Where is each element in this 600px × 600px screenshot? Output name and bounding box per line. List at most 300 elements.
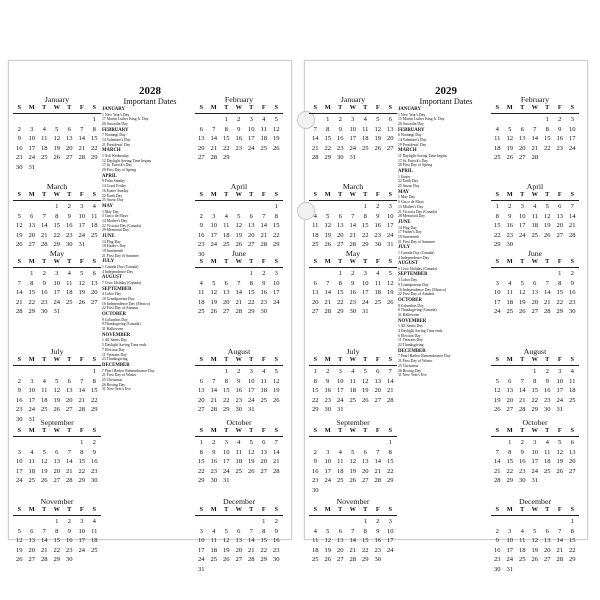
important-date-entry: 8 Columbus Day	[398, 303, 424, 308]
day-cell: 3	[17, 448, 21, 456]
important-date-entry: 9 Thanksgiving (Canada)	[102, 322, 141, 327]
day-cell: 25	[349, 396, 357, 404]
day-cell: 18	[568, 387, 576, 395]
day-cell: 17	[78, 222, 86, 230]
day-cell: 8	[30, 279, 34, 287]
day-cell: 23	[493, 556, 501, 564]
weekday-label: T	[42, 427, 47, 434]
weekday-label: F	[261, 427, 266, 434]
day-cell: 4	[92, 518, 96, 525]
day-cell: 22	[361, 546, 369, 554]
day-cell: 4	[545, 439, 549, 446]
weekday-label: T	[249, 104, 254, 111]
day-cell: 7	[212, 125, 216, 133]
day-cell: 8	[249, 279, 253, 287]
weekday-label: W	[531, 104, 538, 111]
day-cell: 5	[520, 279, 524, 287]
weekday-label: W	[349, 506, 356, 513]
day-cell	[233, 269, 246, 279]
day-cell: 21	[272, 458, 280, 466]
day-cell: 12	[78, 279, 86, 287]
day-cell: 1	[570, 518, 574, 525]
day-cell: 23	[506, 231, 514, 239]
weekday-label: S	[495, 191, 499, 198]
day-cell: 29	[336, 308, 344, 316]
day-cell: 4	[262, 116, 266, 123]
year-heading: 2029	[435, 85, 457, 97]
day-cell: 18	[311, 546, 319, 554]
day-cell: 5	[274, 116, 278, 123]
day-cell: 27	[556, 231, 564, 239]
day-cell: 17	[386, 222, 394, 230]
important-dates-month: MAY	[398, 189, 410, 195]
day-cell: 28	[235, 308, 243, 316]
month-name: January	[44, 95, 70, 104]
weekday-label: S	[17, 258, 21, 265]
day-cell: 30	[543, 406, 551, 414]
month-name: March	[46, 182, 68, 191]
day-cell: 8	[92, 377, 96, 385]
day-cell: 4	[42, 125, 46, 133]
day-cell: 25	[210, 556, 218, 564]
day-cell: 1	[55, 518, 59, 525]
important-date-entry: 5 Cinco de Mayo	[102, 214, 129, 219]
important-dates-month: OCTOBER	[102, 311, 126, 317]
day-cell	[491, 438, 504, 448]
day-cell: 15	[336, 289, 344, 297]
day-cell	[208, 517, 221, 527]
day-cell: 24	[247, 396, 255, 404]
weekday-label: T	[545, 258, 550, 265]
month-block	[195, 249, 283, 317]
day-cell: 23	[324, 396, 332, 404]
day-cell: 16	[556, 135, 564, 143]
day-cell	[491, 367, 504, 377]
day-cell: 19	[324, 546, 332, 554]
weekday-label: T	[42, 191, 47, 198]
day-cell: 9	[338, 125, 342, 133]
day-cell: 6	[262, 439, 266, 446]
day-cell: 29	[361, 241, 369, 249]
important-date-entry: 29 Memorial Day	[102, 228, 129, 233]
day-cell	[322, 202, 335, 212]
important-date-entry: 3 Labor Day	[398, 278, 418, 283]
header-rule	[491, 365, 579, 366]
day-cell: 7	[351, 527, 355, 535]
day-cell	[38, 115, 51, 125]
day-cell: 29	[506, 477, 514, 485]
day-cell: 6	[55, 448, 59, 456]
weekday-label: M	[210, 191, 217, 198]
day-cell: 25	[531, 231, 539, 239]
weekday-label: F	[261, 258, 266, 265]
day-cell: 26	[15, 241, 23, 249]
important-date-entry: 16 Independence Day (Mexico)	[102, 301, 151, 306]
day-cell: 28	[386, 396, 394, 404]
important-dates-month: JANUARY	[102, 106, 126, 112]
day-cell	[195, 202, 208, 212]
day-cell: 13	[311, 289, 319, 297]
day-cell: 13	[247, 222, 255, 230]
day-cell: 18	[518, 546, 526, 554]
weekday-label: T	[249, 356, 254, 363]
day-cell: 7	[545, 279, 549, 287]
day-cell: 9	[274, 527, 278, 535]
weekday-label: S	[199, 191, 203, 198]
day-cell: 24	[210, 241, 218, 249]
day-cell: 20	[311, 298, 319, 306]
day-cell: 29	[53, 556, 61, 564]
day-cell: 30	[235, 406, 243, 414]
day-cell: 29	[53, 241, 61, 249]
important-date-entry: 6 Civic Holiday (Canada)	[398, 266, 438, 271]
day-cell: 28	[40, 241, 48, 249]
day-cell: 12	[386, 279, 394, 287]
day-cell: 22	[324, 144, 332, 152]
day-cell	[63, 115, 76, 125]
day-cell	[26, 438, 39, 448]
weekday-label: S	[274, 506, 278, 513]
weekday-label: M	[324, 427, 331, 434]
day-cell: 31	[28, 415, 36, 423]
day-cell	[347, 438, 360, 448]
day-cell	[309, 517, 322, 527]
day-cell: 9	[237, 125, 241, 133]
weekday-label: W	[531, 258, 538, 265]
day-cell: 25	[518, 556, 526, 564]
day-cell: 30	[15, 415, 23, 423]
day-cell: 20	[28, 231, 36, 239]
day-cell: 24	[222, 467, 230, 475]
weekday-label: T	[545, 356, 550, 363]
weekday-label: M	[28, 191, 35, 198]
important-dates-month: JUNE	[398, 219, 411, 225]
day-cell: 24	[556, 396, 564, 404]
important-dates-month: NOVEMBER	[398, 318, 427, 324]
day-cell: 23	[543, 396, 551, 404]
weekday-label: S	[388, 258, 392, 265]
weekday-label: W	[53, 506, 60, 513]
day-cell: 8	[545, 125, 549, 133]
day-cell	[38, 367, 51, 377]
day-cell: 11	[349, 377, 356, 385]
day-cell: 26	[53, 406, 61, 414]
day-cell: 5	[80, 270, 84, 277]
day-cell	[208, 367, 221, 377]
day-cell: 15	[556, 289, 564, 297]
day-cell: 4	[520, 527, 524, 535]
important-date-entry: 5 Daylight Saving Time ends	[102, 343, 147, 348]
important-dates-month: AUGUST	[102, 275, 122, 281]
day-cell: 12	[324, 537, 332, 545]
weekday-label: T	[249, 427, 254, 434]
day-cell: 3	[224, 439, 228, 446]
day-cell	[76, 367, 89, 377]
weekday-label: F	[79, 104, 84, 111]
day-cell: 2	[17, 377, 21, 385]
day-cell: 13	[65, 135, 73, 143]
day-cell	[195, 517, 208, 527]
weekday-header	[491, 356, 579, 364]
important-date-entry: 21 First Day of Winter	[102, 373, 137, 378]
day-cell	[195, 269, 208, 279]
weekday-label: S	[313, 191, 317, 198]
day-cell	[208, 202, 221, 212]
day-cell: 31	[556, 406, 564, 414]
weekday-label: S	[92, 427, 96, 434]
month-name: June	[527, 249, 543, 258]
day-cell: 27	[53, 477, 61, 485]
day-cell: 22	[386, 467, 394, 475]
weekday-label: T	[42, 104, 47, 111]
weekday-label: S	[17, 427, 21, 434]
day-cell: 13	[197, 135, 205, 143]
day-cell: 16	[210, 458, 218, 466]
day-cell: 1	[533, 368, 537, 375]
weekday-label: F	[557, 104, 562, 111]
day-cell: 29	[568, 556, 576, 564]
day-cell	[347, 202, 360, 212]
day-cell: 17	[336, 387, 344, 395]
day-cell: 11	[337, 458, 344, 466]
important-date-entry: 31 Halloween	[102, 327, 124, 332]
weekday-label: T	[338, 427, 343, 434]
day-grid	[13, 517, 101, 565]
day-cell: 5	[42, 448, 46, 456]
weekday-label: S	[17, 506, 21, 513]
weekday-label: M	[324, 104, 331, 111]
weekday-label: M	[28, 258, 35, 265]
day-cell: 7	[274, 439, 278, 446]
day-cell	[516, 115, 529, 125]
important-dates-month: FEBRUARY	[102, 127, 129, 133]
day-cell: 4	[42, 377, 46, 385]
day-cell: 30	[65, 556, 73, 564]
important-date-entry: 25 Anzac Day	[102, 198, 124, 203]
day-cell: 3	[495, 279, 499, 287]
weekday-label: M	[324, 506, 331, 513]
important-date-entry: 22 First Day of Autumn	[398, 292, 435, 297]
day-cell: 27	[197, 154, 205, 162]
day-cell	[322, 438, 335, 448]
day-cell: 7	[326, 279, 330, 287]
day-cell: 13	[197, 387, 205, 395]
day-cell: 11	[531, 212, 538, 220]
important-date-entry: 19 Juneteenth	[102, 249, 123, 254]
day-cell: 14	[543, 289, 551, 297]
day-cell: 20	[336, 546, 344, 554]
day-cell: 31	[349, 154, 357, 162]
day-cell: 21	[235, 298, 243, 306]
header-rule	[13, 515, 101, 516]
day-cell: 10	[197, 537, 205, 545]
day-cell: 3	[30, 125, 34, 133]
day-cell: 9	[558, 125, 562, 133]
header-rule	[195, 267, 283, 268]
weekday-label: T	[545, 104, 550, 111]
day-cell: 19	[374, 135, 382, 143]
important-date-entry: 14 Valentine's Day	[398, 138, 427, 142]
day-cell	[220, 269, 233, 279]
day-cell: 12	[531, 537, 539, 545]
day-cell: 11	[569, 377, 576, 385]
day-cell: 11	[41, 135, 48, 143]
day-cell: 5	[17, 212, 21, 220]
day-cell: 21	[493, 467, 501, 475]
day-cell: 26	[235, 241, 243, 249]
day-cell: 26	[518, 308, 526, 316]
important-date-entry: 4 Independence Day	[398, 255, 430, 260]
day-cell: 14	[260, 222, 268, 230]
day-cell: 3	[80, 203, 84, 210]
weekday-label: M	[28, 356, 35, 363]
weekday-label: S	[92, 258, 96, 265]
day-cell: 24	[324, 477, 332, 485]
day-cell: 14	[349, 537, 357, 545]
day-cell: 27	[336, 241, 344, 249]
day-cell: 8	[508, 448, 512, 456]
day-cell	[233, 517, 246, 527]
day-cell: 29	[386, 477, 394, 485]
day-cell: 3	[30, 377, 34, 385]
weekday-label: M	[210, 258, 217, 265]
day-cell: 17	[349, 135, 357, 143]
weekday-label: M	[324, 356, 331, 363]
month-block	[13, 249, 101, 317]
day-cell: 10	[531, 448, 539, 456]
month-block	[13, 347, 101, 425]
day-cell: 22	[506, 467, 514, 475]
day-cell: 28	[518, 406, 526, 414]
day-cell: 17	[556, 387, 564, 395]
day-cell: 17	[247, 387, 255, 395]
day-cell: 20	[197, 396, 205, 404]
day-cell: 27	[222, 308, 230, 316]
day-cell: 8	[55, 527, 59, 535]
weekday-label: T	[42, 356, 47, 363]
day-cell	[529, 269, 542, 279]
day-cell	[334, 517, 347, 527]
day-cell: 23	[235, 144, 243, 152]
day-cell: 16	[90, 458, 98, 466]
day-cell: 17	[518, 222, 526, 230]
day-cell: 18	[260, 387, 268, 395]
day-cell: 15	[247, 289, 255, 297]
day-cell: 23	[556, 144, 564, 152]
day-cell: 2	[262, 270, 266, 277]
day-cell: 30	[15, 163, 23, 171]
day-cell: 10	[518, 212, 526, 220]
day-cell: 30	[349, 308, 357, 316]
day-cell: 14	[556, 537, 564, 545]
day-cell	[76, 115, 89, 125]
weekday-label: W	[53, 104, 60, 111]
weekday-label: S	[313, 104, 317, 111]
weekday-label: T	[224, 258, 229, 265]
day-cell	[322, 269, 335, 279]
weekday-label: F	[557, 506, 562, 513]
important-date-entry: 11 Daylight Saving Time begins	[398, 154, 448, 158]
day-cell: 5	[558, 439, 562, 446]
weekday-label: S	[570, 506, 574, 513]
day-cell: 24	[272, 298, 280, 306]
day-cell: 10	[556, 377, 564, 385]
important-date-entry: 17 St. Patrick's Day	[398, 158, 429, 163]
day-cell: 30	[65, 241, 73, 249]
important-date-entry: 22 Earth Day	[398, 179, 419, 184]
day-cell: 26	[506, 154, 514, 162]
important-date-entry: 7 Election Day	[102, 347, 125, 352]
day-cell: 30	[518, 477, 526, 485]
day-cell: 30	[568, 308, 576, 316]
month-block	[309, 182, 397, 250]
day-cell: 3	[249, 368, 253, 375]
day-cell: 14	[568, 212, 576, 220]
weekday-label: T	[338, 258, 343, 265]
weekday-label: T	[338, 506, 343, 513]
important-date-entry: 16 Easter Sunday	[102, 188, 129, 193]
day-cell: 19	[506, 144, 514, 152]
weekday-label: F	[261, 356, 266, 363]
day-cell	[13, 269, 26, 279]
day-cell: 25	[235, 467, 243, 475]
weekday-header	[309, 191, 397, 199]
day-cell: 3	[338, 368, 342, 375]
weekday-label: T	[545, 506, 550, 513]
important-date-entry: 16 Independence Day (Mexico)	[398, 287, 447, 292]
important-dates-month: MARCH	[102, 148, 121, 154]
month-name: September	[336, 418, 370, 427]
important-dates-month: APRIL	[398, 168, 413, 174]
day-cell: 16	[65, 537, 73, 545]
important-date-entry: 25 Anzac Day	[398, 184, 420, 189]
day-cell: 9	[42, 279, 46, 287]
day-cell: 19	[78, 289, 86, 297]
day-cell: 6	[30, 527, 34, 535]
day-cell: 31	[336, 406, 344, 414]
weekday-label: W	[531, 191, 538, 198]
weekday-label: W	[235, 258, 242, 265]
day-cell: 15	[324, 135, 332, 143]
day-cell: 10	[349, 125, 357, 133]
day-cell: 22	[197, 467, 205, 475]
day-cell: 20	[531, 298, 539, 306]
month-name: September	[40, 418, 74, 427]
day-cell	[309, 115, 322, 125]
month-block	[13, 182, 101, 250]
day-cell: 24	[15, 477, 23, 485]
day-cell: 26	[222, 556, 230, 564]
day-cell: 23	[210, 467, 218, 475]
important-date-entry: 21 Presidents' Day	[102, 142, 131, 147]
day-cell: 27	[543, 556, 551, 564]
weekday-label: W	[235, 191, 242, 198]
day-cell: 30	[40, 308, 48, 316]
day-cell	[51, 367, 64, 377]
day-cell: 8	[495, 212, 499, 220]
month-block	[13, 497, 101, 565]
day-cell: 14	[78, 135, 86, 143]
day-cell: 10	[53, 279, 61, 287]
important-dates-month: JANUARY	[398, 106, 422, 112]
important-dates-month: MARCH	[398, 148, 417, 154]
day-cell: 26	[210, 308, 218, 316]
day-cell: 6	[224, 279, 228, 287]
calendar-page-left	[8, 60, 292, 573]
important-date-entry: 10 Grandparents Day	[102, 297, 135, 302]
weekday-label: T	[520, 356, 525, 363]
day-cell: 23	[336, 144, 344, 152]
